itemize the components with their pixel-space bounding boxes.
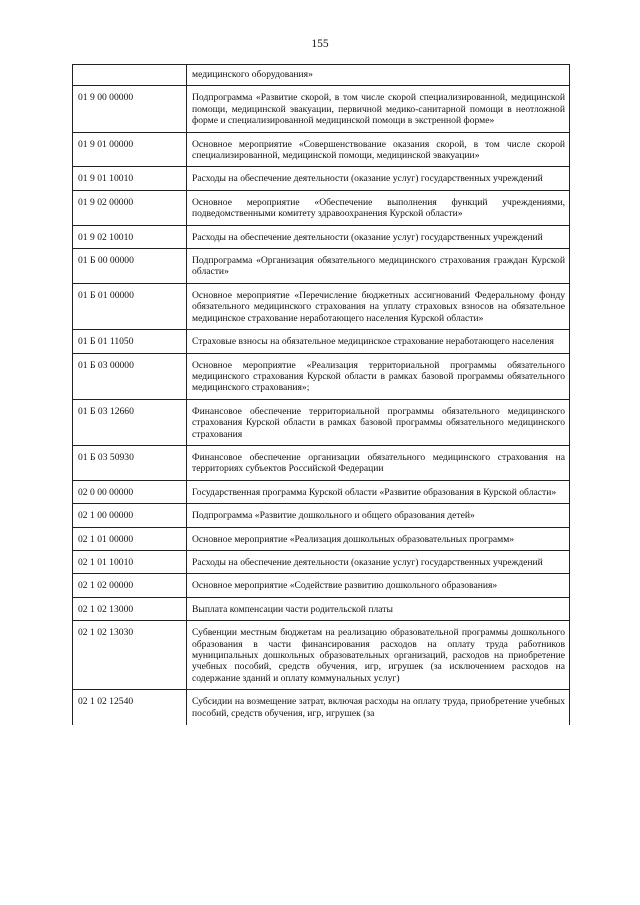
row-description: Основное мероприятие «Совершенствование оказания скорой, в том числе скорой специализированной, медицинской помощи, медицинской эвакуации» xyxy=(187,132,570,167)
row-description: Основное мероприятие «Реализация дошкольных образовательных программ» xyxy=(187,527,570,550)
row-code: 01 Б 03 12660 xyxy=(73,399,187,445)
row-code: 02 1 02 12540 xyxy=(73,690,187,726)
row-description: Подпрограмма «Развитие скорой, в том числе скорой специализированной, медицинской помощи, медицинской эвакуации, первичной медико-санитарной помощи в неотложной форме и специализированной медицинской помощи в экстренной форме» xyxy=(187,86,570,132)
page-number: 155 xyxy=(311,38,329,50)
table-row xyxy=(73,353,570,399)
table-row xyxy=(73,597,570,620)
row-code: 01 Б 00 00000 xyxy=(73,249,187,284)
table-row xyxy=(73,283,570,329)
table-row xyxy=(73,621,570,690)
row-code: 01 Б 01 00000 xyxy=(73,283,187,329)
table-row xyxy=(73,330,570,353)
table-row xyxy=(73,504,570,527)
table-row xyxy=(73,225,570,248)
table-row xyxy=(73,399,570,445)
budget-classification-table xyxy=(72,64,570,725)
row-description: Подпрограмма «Развитие дошкольного и общего образования детей» xyxy=(187,504,570,527)
row-description: медицинского оборудования» xyxy=(187,65,570,86)
row-description: Государственная программа Курской области «Развитие образования в Курской области» xyxy=(187,480,570,503)
row-code: 01 Б 03 00000 xyxy=(73,353,187,399)
row-code: 01 9 02 00000 xyxy=(73,190,187,225)
table-row xyxy=(73,690,570,726)
row-code: 02 1 01 10010 xyxy=(73,550,187,573)
table-row xyxy=(73,190,570,225)
table-row xyxy=(73,445,570,480)
row-code: 02 1 01 00000 xyxy=(73,527,187,550)
row-description: Расходы на обеспечение деятельности (оказание услуг) государственных учреждений xyxy=(187,167,570,190)
table-row xyxy=(73,249,570,284)
row-description: Основное мероприятие «Перечисление бюджетных ассигнований Федеральному фонду обязательного медицинского страхования на уплату страховых взносов на обязательное медицинское страхование неработающего населения Курской области» xyxy=(187,283,570,329)
table-row xyxy=(73,86,570,132)
row-description: Расходы на обеспечение деятельности (оказание услуг) государственных учреждений xyxy=(187,225,570,248)
row-description: Основное мероприятие «Реализация территориальной программы обязательного медицинского страхования Курской области в рамках базовой программы обязательного медицинского страхования»; xyxy=(187,353,570,399)
table-row xyxy=(73,132,570,167)
row-code: 01 9 00 00000 xyxy=(73,86,187,132)
row-description: Субвенции местным бюджетам на реализацию образовательной программы дошкольного образования в части финансирования расходов на оплату труда работников муниципальных дошкольных образовательных организаций, расходов на приобретение учебных пособий, средств обучения, игр, игрушек (за исключением расходов на содержание зданий и оплату коммунальных услуг) xyxy=(187,621,570,690)
row-code: 01 9 01 00000 xyxy=(73,132,187,167)
row-description: Финансовое обеспечение организации обязательного медицинского страхования на территориях субъектов Российской Федерации xyxy=(187,445,570,480)
row-description: Подпрограмма «Организация обязательного медицинского страхования граждан Курской области» xyxy=(187,249,570,284)
row-description: Основное мероприятие «Обеспечение выполнения функций учреждениями, подведомственными комитету здравоохранения Курской области» xyxy=(187,190,570,225)
row-code: 01 Б 03 50930 xyxy=(73,445,187,480)
row-code: 02 0 00 00000 xyxy=(73,480,187,503)
table-row xyxy=(73,480,570,503)
row-description: Основное мероприятие «Содействие развитию дошкольного образования» xyxy=(187,574,570,597)
row-code: 01 9 02 10010 xyxy=(73,225,187,248)
row-code: 02 1 02 13000 xyxy=(73,597,187,620)
row-code: 01 9 01 10010 xyxy=(73,167,187,190)
table-row xyxy=(73,65,570,86)
row-description: Страховые взносы на обязательное медицинское страхование неработающего населения xyxy=(187,330,570,353)
table-row xyxy=(73,550,570,573)
row-description: Расходы на обеспечение деятельности (оказание услуг) государственных учреждений xyxy=(187,550,570,573)
row-description: Выплата компенсации части родительской платы xyxy=(187,597,570,620)
table-row xyxy=(73,574,570,597)
row-code: 01 Б 01 11050 xyxy=(73,330,187,353)
row-code: 02 1 02 13030 xyxy=(73,621,187,690)
row-description: Субсидии на возмещение затрат, включая расходы на оплату труда, приобретение учебных пособий, средств обучения, игр, игрушек (за xyxy=(187,690,570,726)
row-code: 02 1 02 00000 xyxy=(73,574,187,597)
table-row xyxy=(73,167,570,190)
table-row xyxy=(73,527,570,550)
row-code xyxy=(73,65,187,86)
row-description: Финансовое обеспечение территориальной программы обязательного медицинского страхования Курской области в рамках базовой программы обязательного медицинского страхования xyxy=(187,399,570,445)
row-code: 02 1 00 00000 xyxy=(73,504,187,527)
